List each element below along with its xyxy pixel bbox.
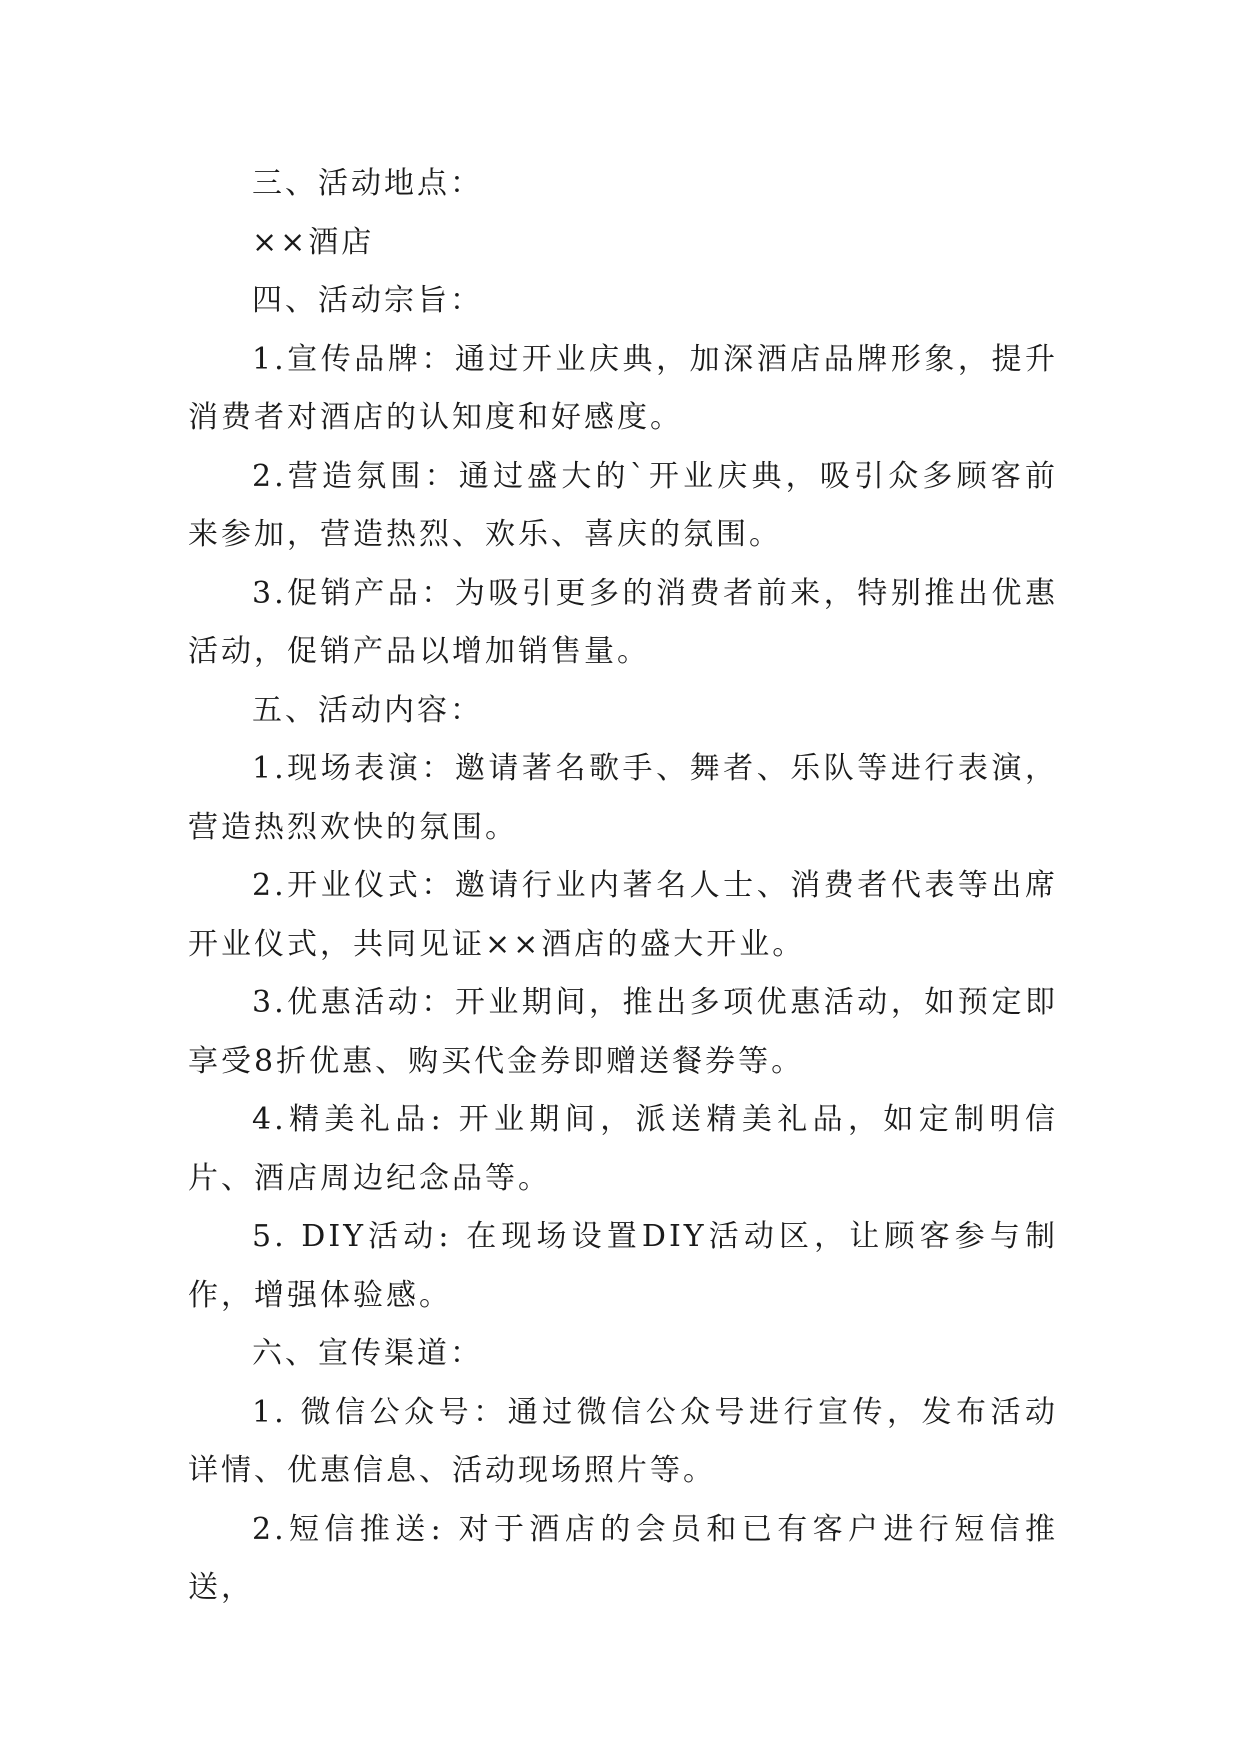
purpose-item-3: 3.促销产品：为吸引更多的消费者前来，特别推出优惠活动，促销产品以增加销售量。 — [188, 575, 1058, 669]
document-body — [188, 155, 1058, 1618]
section-heading-content: 五、活动内容： — [252, 692, 483, 728]
purpose-item-2: 2.营造氛围：通过盛大的`开业庆典，吸引众多顾客前来参加，营造热烈、欢乐、喜庆的氛围。 — [188, 458, 1058, 552]
purpose-item-1: 1.宣传品牌：通过开业庆典，加深酒店品牌形象，提升消费者对酒店的认知度和好感度。 — [188, 341, 1058, 435]
content-item-3: 3.优惠活动：开业期间，推出多项优惠活动，如预定即享受8折优惠、购买代金券即赠送餐券等。 — [188, 985, 1058, 1079]
channel-item-2: 2.短信推送: 对于酒店的会员和已有客户进行短信推送， — [188, 1511, 1058, 1605]
section-heading-channels: 六、宣传渠道： — [252, 1336, 483, 1371]
content-item-4: 4.精美礼品: 开业期间，派送精美礼品，如定制明信片、酒店周边纪念品等。 — [188, 1102, 1058, 1196]
section-heading-location: 三、活动地点： — [252, 166, 483, 201]
content-item-2: 2.开业仪式：邀请行业内著名人士、消费者代表等出席开业仪式，共同见证××酒店的盛大开业。 — [188, 868, 1058, 962]
channel-item-1: 1. 微信公众号：通过微信公众号进行宣传，发布活动详情、优惠信息、活动现场照片等。 — [188, 1394, 1058, 1488]
content-item-1: 1.现场表演：邀请著名歌手、舞者、乐队等进行表演，营造热烈欢快的氛围。 — [188, 751, 1058, 845]
content-item-5: 5. DIY活动: 在现场设置DIY活动区，让顾客参与制作，增强体验感。 — [188, 1219, 1058, 1313]
location-text: ××酒店 — [252, 224, 375, 260]
section-heading-purpose: 四、活动宗旨： — [252, 283, 483, 318]
